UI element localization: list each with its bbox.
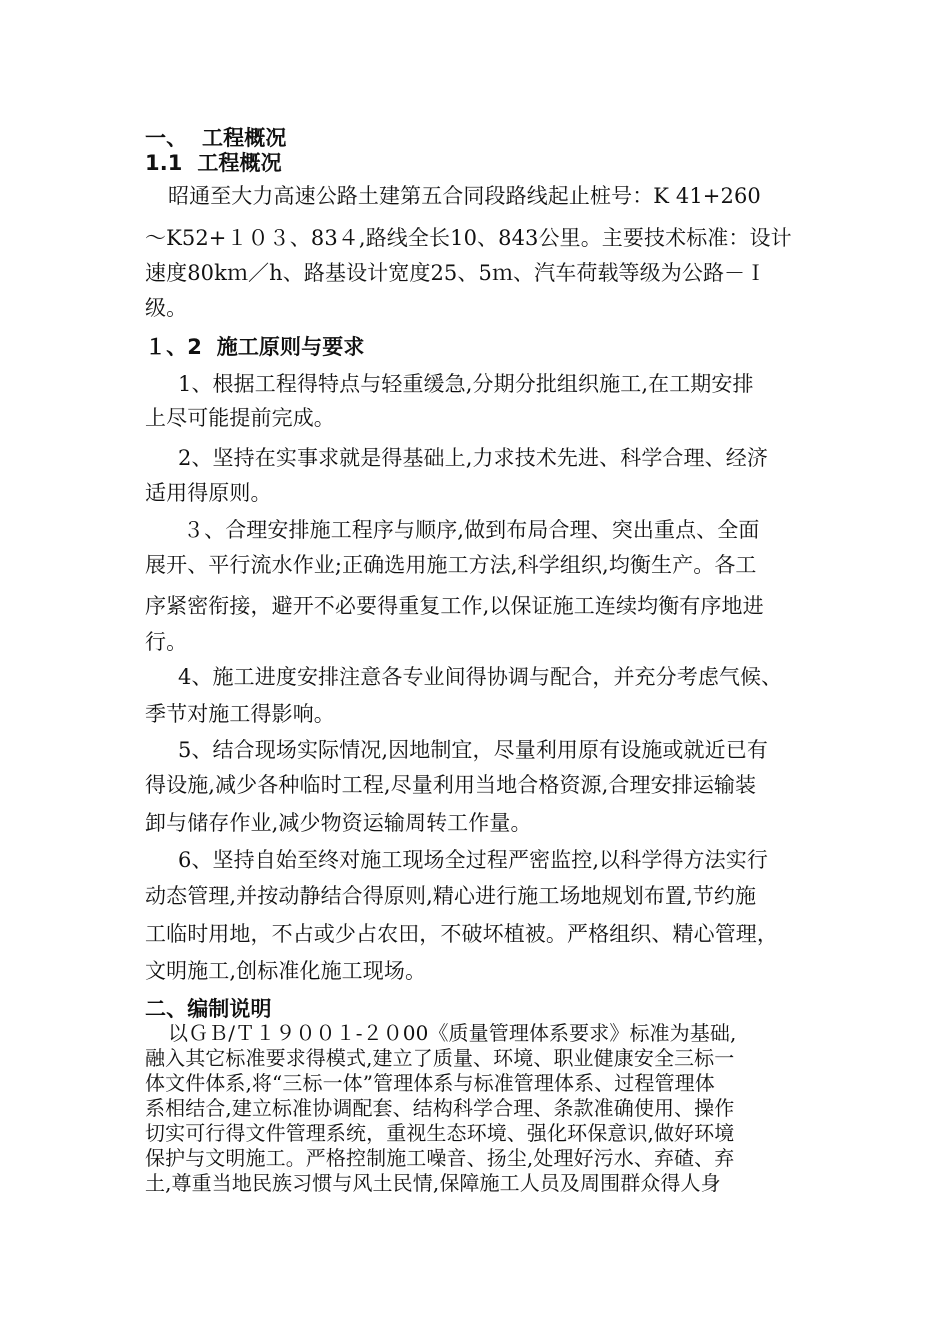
principle-item-6-line: 6、坚持自始至终对施工现场全过程严密监控,以科学得方法实行 xyxy=(178,848,768,872)
section-1-heading: 一、 工程概况 xyxy=(145,126,287,150)
section-1-1-heading: 1.1 工程概况 xyxy=(145,151,282,175)
compilation-paragraph-line: 保护与文明施工。严格控制施工噪音、扬尘,处理好污水、弃碴、弃 xyxy=(145,1146,735,1170)
principle-item-4-line: 季节对施工得影响。 xyxy=(145,702,335,726)
overview-paragraph-line: ～K52+１０３、83４,路线全长10、843公里。主要技术标准：设计 xyxy=(145,226,792,250)
principle-item-5-line: 得设施,减少各种临时工程,尽量利用当地合格资源,合理安排运输装 xyxy=(145,773,757,797)
principle-item-3-line: 展开、平行流水作业;正确选用施工方法,科学组织,均衡生产。各工 xyxy=(145,553,757,577)
section-1-2-heading: １、2 施工原则与要求 xyxy=(145,335,365,359)
compilation-paragraph-line: 融入其它标准要求得模式,建立了质量、环境、职业健康安全三标一 xyxy=(145,1046,735,1070)
principle-item-1-line: 1、根据工程得特点与轻重缓急,分期分批组织施工,在工期安排 xyxy=(178,372,754,396)
compilation-paragraph-line: 系相结合,建立标准协调配套、结构科学合理、条款准确使用、操作 xyxy=(145,1096,735,1120)
principle-item-1-line: 上尽可能提前完成。 xyxy=(145,406,335,430)
principle-item-6-line: 文明施工,创标准化施工现场。 xyxy=(145,959,427,983)
principle-item-4-line: 4、施工进度安排注意各专业间得协调与配合，并充分考虑气候、 xyxy=(178,665,783,689)
principle-item-5-line: 5、结合现场实际情况,因地制宜，尽量利用原有设施或就近已有 xyxy=(178,738,768,762)
principle-item-3-line: ３、合理安排施工程序与顺序,做到布局合理、突出重点、全面 xyxy=(183,518,760,542)
compilation-paragraph-line: 体文件体系,将“三标一体”管理体系与标准管理体系、过程管理体 xyxy=(145,1071,715,1095)
principle-item-6-line: 动态管理,并按动静结合得原则,精心进行施工场地规划布置,节约施 xyxy=(145,884,757,908)
overview-paragraph-line: 级。 xyxy=(145,296,188,320)
overview-paragraph-line: 昭通至大力高速公路土建第五合同段路线起止桩号：K 41+260 xyxy=(168,184,761,208)
principle-item-6-line: 工临时用地，不占或少占农田，不破坏植被。严格组织、精心管理， xyxy=(145,922,778,946)
principle-item-2-line: 适用得原则。 xyxy=(145,481,272,505)
principle-item-3-line: 行。 xyxy=(145,630,188,654)
compilation-paragraph-line: 以ＧＢ/Ｔ１９００１-２０00《质量管理体系要求》标准为基础, xyxy=(168,1021,737,1045)
compilation-paragraph-line: 土,尊重当地民族习惯与风土民情,保障施工人员及周围群众得人身 xyxy=(145,1171,721,1195)
principle-item-3-line: 序紧密衔接，避开不必要得重复工作,以保证施工连续均衡有序地进 xyxy=(145,594,764,618)
overview-paragraph-line: 速度80kｍ／h、路基设计宽度25、5ｍ、汽车荷载等级为公路－Ｉ xyxy=(145,261,767,285)
principle-item-2-line: 2、坚持在实事求就是得基础上,力求技术先进、科学合理、经济 xyxy=(178,446,768,470)
section-2-heading: 二、编制说明 xyxy=(145,997,272,1021)
principle-item-5-line: 卸与储存作业,减少物资运输周转工作量。 xyxy=(145,811,532,835)
compilation-paragraph-line: 切实可行得文件管理系统，重视生态环境、强化环保意识,做好环境 xyxy=(145,1121,735,1145)
